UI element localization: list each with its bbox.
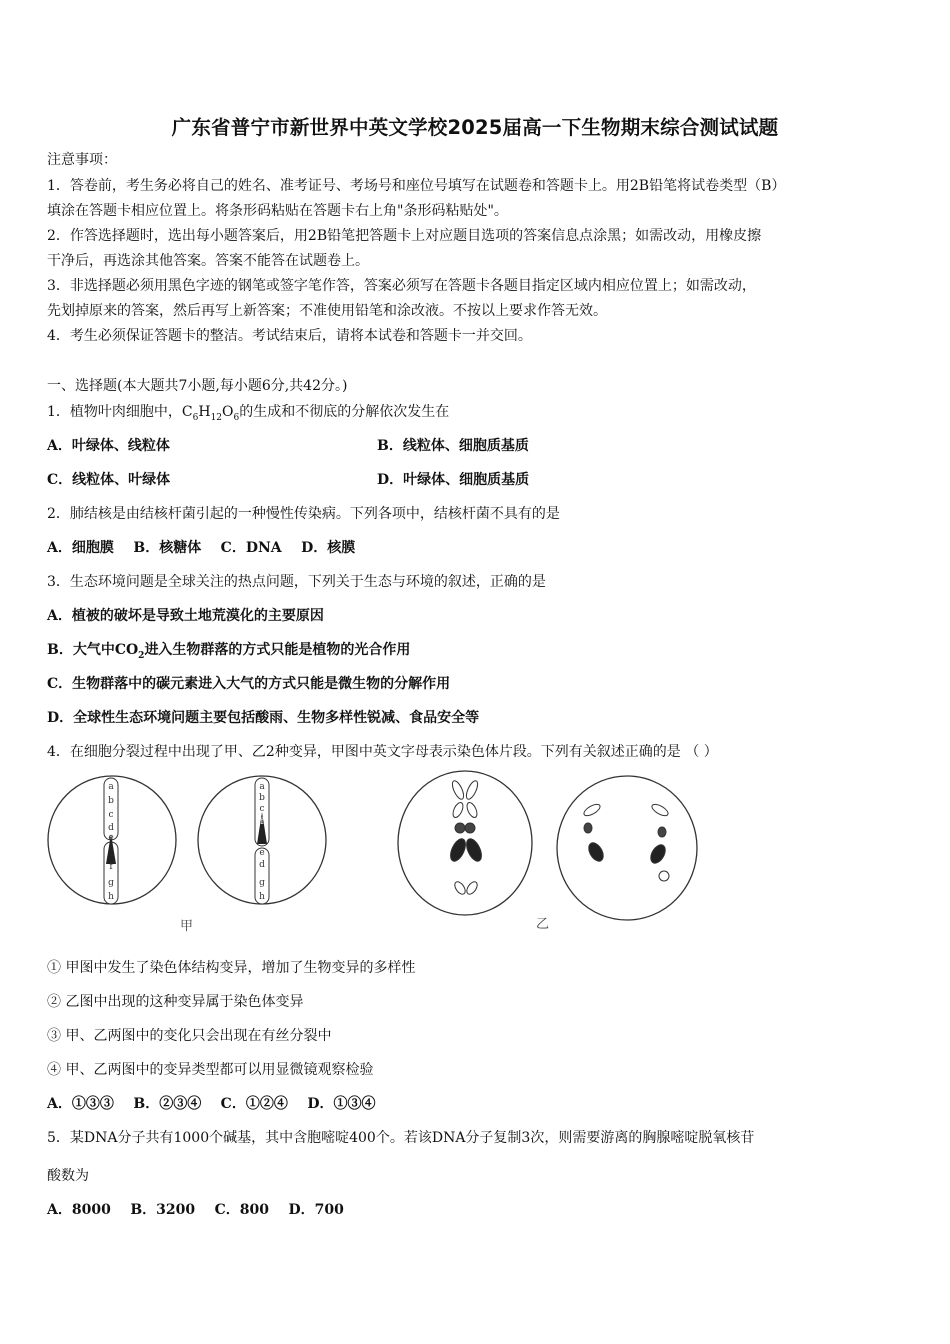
notice-item-2-cont: 干净后，再选涂其他答案。答案不能答在试题卷上。: [47, 253, 369, 269]
segment-label: h: [108, 892, 114, 902]
segment-label: e: [259, 848, 265, 858]
question-3-option-b: B．大气中$CO_2$进入生物群落的方式只能是植物的光合作用: [47, 642, 411, 661]
segment-label: d: [108, 823, 114, 833]
notice-item-1: 1．答卷前，考生务必将自己的姓名、准考证号、考场号和座位号填写在试题卷和答题卡上。用2B铅笔将试卷类型（B）: [47, 178, 786, 194]
notice-item-2: 2．作答选择题时，选出每小题答案后，用2B铅笔把答题卡上对应题目选项的答案信息点涂黑；如需改动，用橡皮擦: [47, 228, 762, 244]
segment-label: g: [108, 878, 114, 888]
cell-4-outline: [557, 776, 697, 920]
notice-item-3-cont: 先划掉原来的答案，然后再写上新答案；不准使用铅笔和涂改液。不按以上要求作答无效。: [47, 303, 607, 319]
question-4-statement-1: ① 甲图中发生了染色体结构变异，增加了生物变异的多样性: [47, 960, 416, 976]
figure-label-yi: 乙: [536, 917, 550, 932]
question-5-stem: 5．某DNA分子共有1000个碱基，其中含胞嘧啶400个。若该DNA分子复制3次，则需要游离的胸腺嘧啶脱氧核苷: [47, 1130, 755, 1146]
section-heading: 一、选择题(本大题共7小题,每小题6分,共42分。): [47, 378, 348, 394]
question-1-option-a: A．叶绿体、线粒体: [47, 438, 170, 454]
notice-item-3: 3．非选择题必须用黑色字迹的钢笔或签字笔作答，答案必须写在答题卡各题目指定区域内相应位置上；如需改动，: [47, 278, 756, 294]
segment-label: h: [259, 892, 265, 902]
notice-item-4: 4．考生必须保证答题卡的整洁。考试结束后，请将本试卷和答题卡一并交回。: [47, 328, 532, 344]
notice-item-1-cont: 填涂在答题卡相应位置上。将条形码粘贴在答题卡右上角"条形码粘贴处"。: [47, 203, 508, 219]
chromosome-variation-figure: [40, 768, 720, 936]
question-5-stem-cont: 酸数为: [47, 1168, 89, 1184]
question-5-options: A．8000 B．3200 C．800 D．700: [47, 1202, 344, 1218]
question-3-stem: 3．生态环境问题是全球关注的热点问题，下列关于生态与环境的叙述，正确的是: [47, 574, 546, 590]
segment-label: a: [108, 782, 114, 792]
question-1-option-d: D．叶绿体、细胞质基质: [377, 472, 530, 488]
segment-label: f: [109, 862, 113, 872]
question-1-option-b: B．线粒体、细胞质基质: [377, 438, 529, 454]
chromosome-after: [255, 778, 269, 904]
question-2-stem: 2．肺结核是由结核杆菌引起的一种慢性传染病。下列各项中，结核杆菌不具有的是: [47, 506, 560, 522]
question-4-stem: 4．在细胞分裂过程中出现了甲、乙2种变异，甲图中英文字母表示染色体片段。下列有关叙述正确的是 （ ）: [47, 744, 718, 760]
question-2-options: A．细胞膜 B．核糖体 C．DNA D．核膜: [47, 540, 356, 556]
question-3-option-c: C．生物群落中的碳元素进入大气的方式只能是微生物的分解作用: [47, 676, 451, 692]
segment-label: a: [259, 782, 265, 792]
segment-label: f: [260, 817, 264, 827]
chromosome-before: [104, 778, 118, 904]
page-title: 广东省普宁市新世界中英文学校2025届高一下生物期末综合测试试题: [171, 116, 779, 139]
figure-label-jia: 甲: [180, 919, 194, 934]
cell-4-chromosomes: [582, 802, 670, 881]
question-4-statement-4: ④ 甲、乙两图中的变异类型都可以用显微镜观察检验: [47, 1062, 374, 1078]
question-1-stem: 1．植物叶肉细胞中，$C_6H_{12}O_6$的生成和不彻底的分解依次发生在: [47, 404, 450, 423]
segment-label: e: [108, 833, 114, 843]
segment-label: d: [259, 860, 265, 870]
question-1-option-c: C．线粒体、叶绿体: [47, 472, 171, 488]
question-4-statement-3: ③ 甲、乙两图中的变化只会出现在有丝分裂中: [47, 1028, 332, 1044]
segment-label: c: [259, 804, 265, 814]
segment-label: b: [259, 793, 265, 803]
question-4-options: A．①③③ B．②③④ C．①②④ D．①③④: [47, 1096, 376, 1112]
question-3-option-a: A．植被的破坏是导致土地荒漠化的主要原因: [47, 608, 324, 624]
question-3-option-d: D．全球性生态环境问题主要包括酸雨、生物多样性锐减、食品安全等: [47, 710, 480, 726]
segment-label: g: [259, 878, 265, 888]
cell-3-chromosomes: [447, 779, 484, 896]
segment-label: c: [108, 810, 114, 820]
segment-label: b: [108, 796, 114, 806]
notice-heading: 注意事项：: [47, 152, 117, 168]
question-4-statement-2: ② 乙图中出现的这种变异属于染色体变异: [47, 994, 304, 1010]
